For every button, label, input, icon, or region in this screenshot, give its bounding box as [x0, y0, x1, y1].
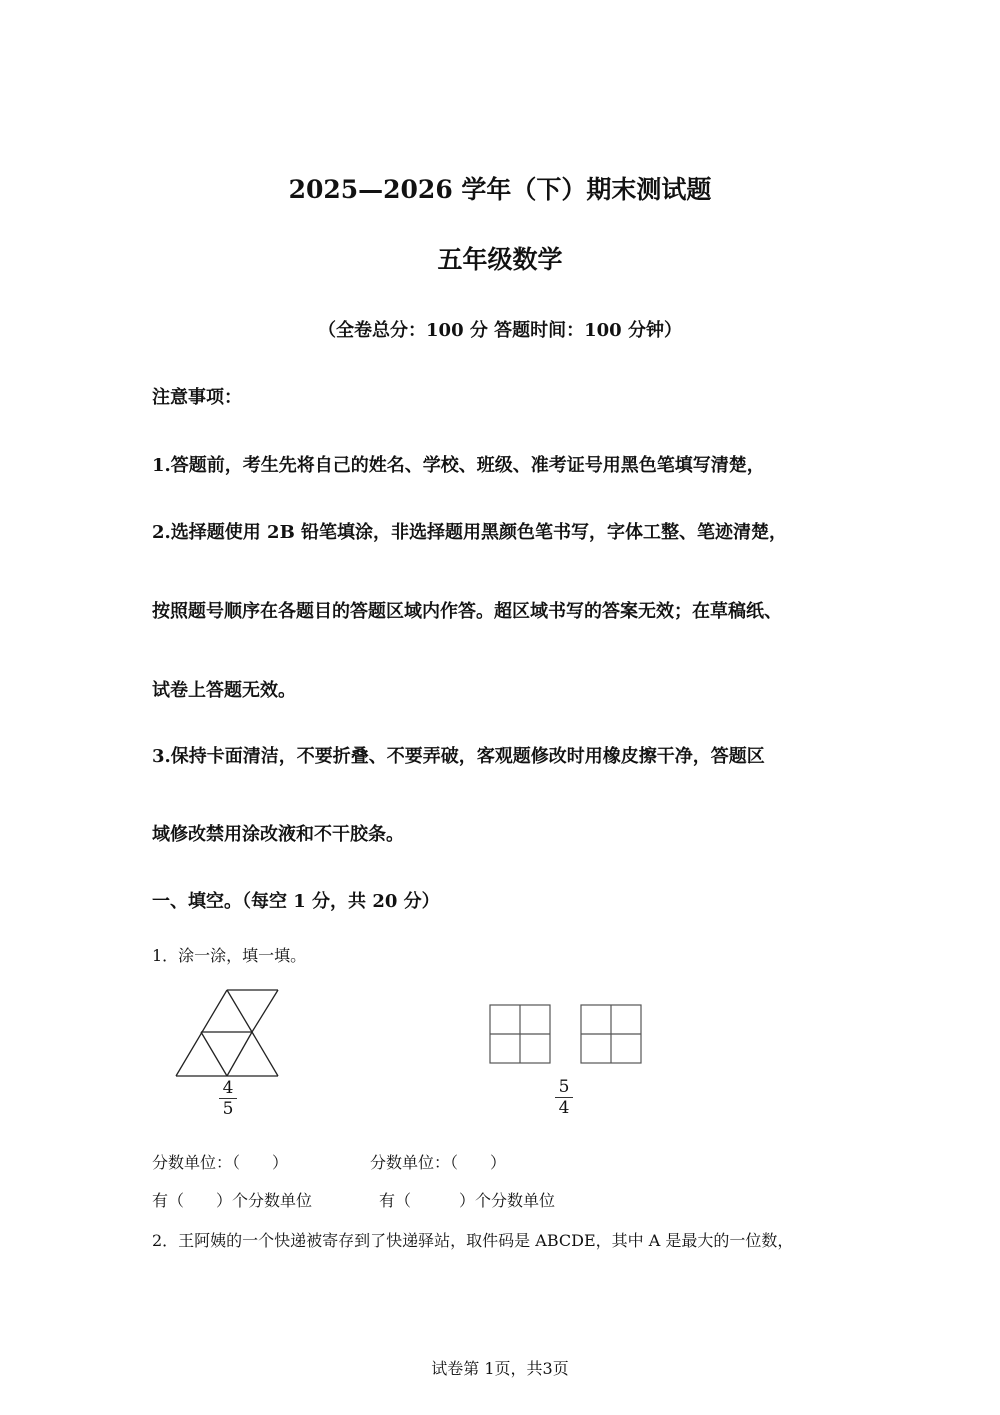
- fraction-five-fourths: [549, 1078, 579, 1117]
- page-footer: 试卷第 1页，共3页: [431, 1359, 569, 1378]
- fraction-denominator: 4: [558, 1098, 570, 1118]
- score-info: （全卷总分：100 分 答题时间：100 分钟）: [318, 320, 682, 341]
- unit-blank-right[interactable]: 分数单位：（ ）: [370, 1153, 507, 1172]
- count-blank-left[interactable]: 有（ ）个分数单位: [152, 1191, 313, 1210]
- section-heading: 一、填空。（每空 1 分，共 20 分）: [152, 891, 440, 912]
- question-1-prompt: 1．涂一涂，填一填。: [152, 946, 307, 965]
- fraction-numerator: 5: [558, 1077, 570, 1097]
- fraction-numerator: 4: [222, 1078, 234, 1098]
- fraction-four-fifths: [213, 1079, 243, 1118]
- note-line: 域修改禁用涂改液和不干胶条。: [152, 824, 404, 845]
- triangle-figure: [170, 985, 285, 1080]
- note-line: 按照题号顺序在各题目的答题区域内作答。超区域书写的答案无效；在草稿纸、: [152, 601, 782, 622]
- square-grids: [488, 1003, 648, 1065]
- note-line: 试卷上答题无效。: [152, 680, 296, 701]
- unit-blank-left[interactable]: 分数单位：（ ）: [152, 1153, 289, 1172]
- subject-title: 五年级数学: [437, 245, 563, 274]
- question-2-prompt: 2．王阿姨的一个快递被寄存到了快递驿站，取件码是 ABCDE，其中 A 是最大的一位数，: [152, 1231, 794, 1250]
- fraction-denominator: 5: [222, 1099, 234, 1119]
- exam-title: 2025—2026 学年（下）期末测试题: [288, 175, 712, 204]
- count-blank-right[interactable]: 有（ ）个分数单位: [379, 1191, 556, 1210]
- notes-heading: 注意事项：: [152, 387, 242, 408]
- note-line: 1.答题前，考生先将自己的姓名、学校、班级、准考证号用黑色笔填写清楚，: [152, 455, 765, 476]
- note-line: 2.选择题使用 2B 铅笔填涂，非选择题用黑颜色笔书写，字体工整、笔迹清楚，: [152, 522, 788, 543]
- note-line: 3.保持卡面清洁，不要折叠、不要弄破，客观题修改时用橡皮擦干净，答题区: [152, 746, 765, 767]
